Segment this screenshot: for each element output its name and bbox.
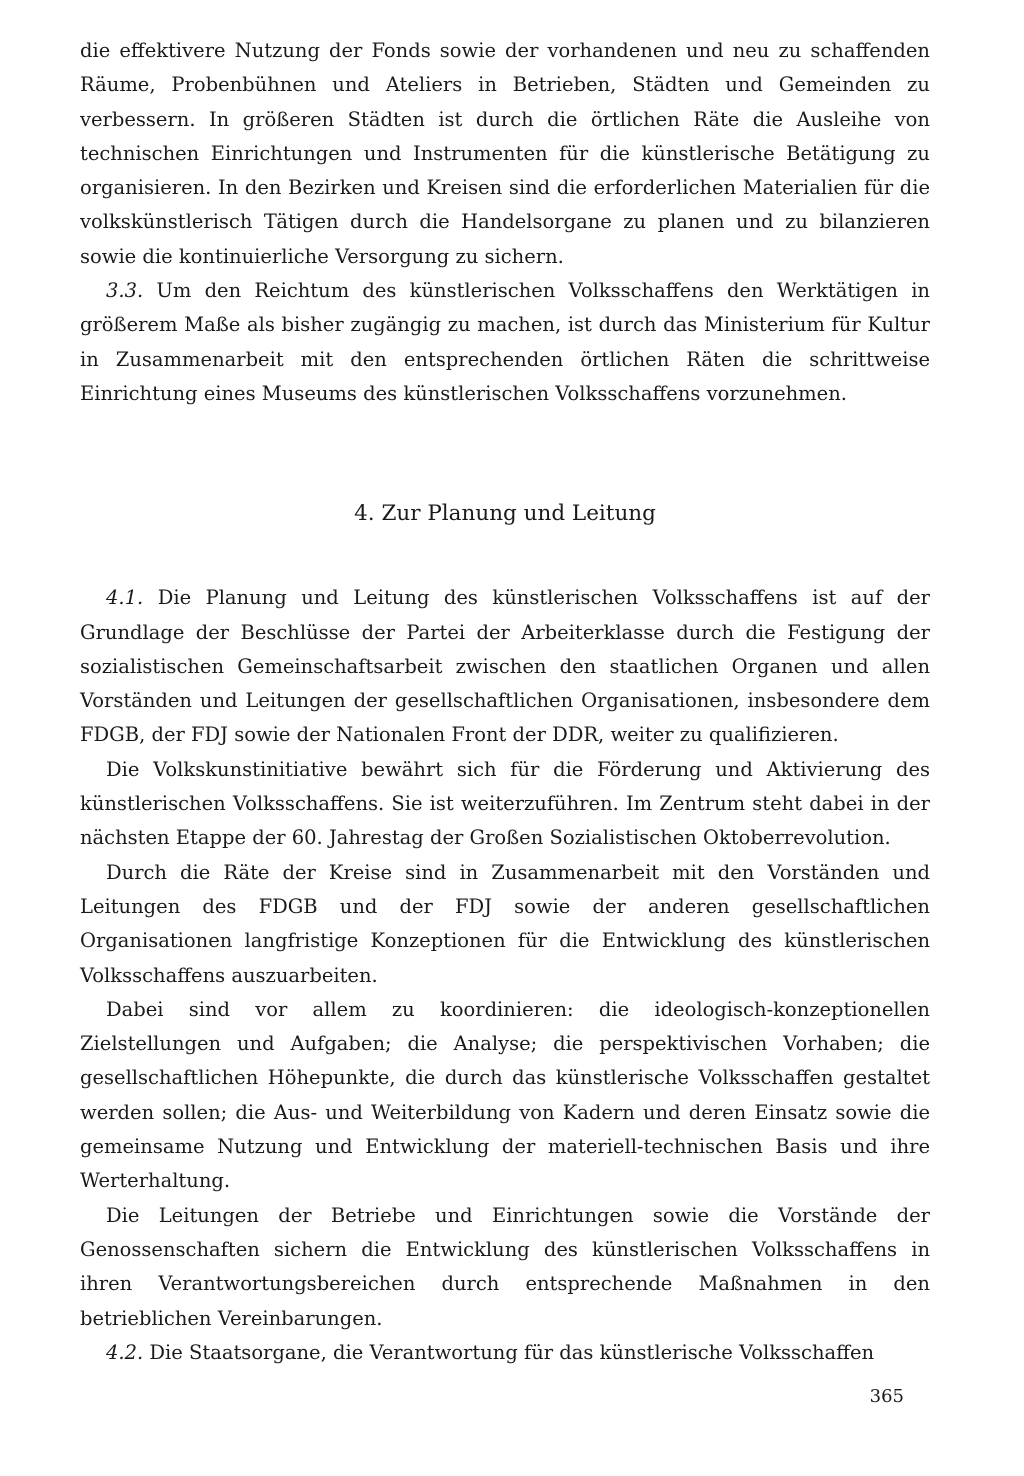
paragraph-4-1 [80,581,930,752]
section-heading: 4. Zur Planung und Leitung [354,501,656,527]
paragraph-4-2 [80,1336,930,1370]
paragraph-continued [80,34,930,274]
paragraph-text: Die Staatsorgane, die Verantwortung für das künstlerische Volksschaffen [143,1340,875,1364]
paragraph-3-3 [80,274,930,411]
paragraph-raete-der-kreise [80,856,930,993]
paragraph-text: Die Volkskunstinitiative bewährt sich für die Förderung und Aktivierung des künstlerischen Volksschaffens. Sie ist weiterzuführen. Im Zentrum steht dabei in der nächsten Etappe der 60. Jahrestag der Großen Sozialistischen Oktoberrevolution. [80,757,930,850]
paragraph-leitungen-betriebe [80,1199,930,1336]
section-number: 3.3. [106,279,144,303]
paragraph-text: Dabei sind vor allem zu koordinieren: die ideologisch-konzeptionellen Zielstellungen und Aufgaben; die Analyse; die perspektivischen Vorhaben; die gesellschaftlichen Höhepunkte, die durch das künstlerische Volksschaffen gestaltet werden sollen; die Aus- und Weiterbildung von Kadern und deren Einsatz sowie die gemeinsame Nutzung und Entwicklung der materiell-technischen Basis und ihre Werterhaltung. [80,997,930,1193]
paragraph-text: Die Leitungen der Betriebe und Einrichtungen sowie die Vorstände der Genossenschaften sichern die Entwicklung des künstlerischen Volksschaffens in ihren Verantwortungsbereichen durch entsprechende Maßnahmen in den betrieblichen Vereinbarungen. [80,1203,930,1330]
paragraph-volkskunstinitiative [80,753,930,856]
section-number: 4.2. [106,1340,144,1364]
paragraph-koordinieren [80,993,930,1199]
paragraph-text: die effektivere Nutzung der Fonds sowie der vorhandenen und neu zu schaffenden Räume, Probenbühnen und Ateliers in Betrieben, Städten und Gemeinden zu verbessern. In größeren Städten ist durch die örtlichen Räte die Ausleihe von technischen Einrichtungen und Instrumenten für die künstlerische Betätigung zu organisieren. In den Bezirken und Kreisen sind die erforderlichen Materialien für die volkskünstlerisch Tätigen durch die Handelsorgane zu planen und zu bilanzieren sowie die kontinuierliche Versorgung zu sichern. [80,39,930,268]
paragraph-text: Durch die Räte der Kreise sind in Zusammenarbeit mit den Vorständen und Leitungen des FDGB und der FDJ sowie der anderen gesellschaftlichen Organisationen langfristige Konzeptionen für die Entwicklung des künstlerischen Volksschaffens auszuarbeiten. [80,860,930,987]
section-number: 4.1. [106,586,144,610]
document-page [80,34,930,1370]
paragraph-text: Um den Reichtum des künstlerischen Volksschaffens den Werktätigen in größerem Maße als bisher zugängig zu machen, ist durch das Ministerium für Kultur in Zusammenarbeit mit den entsprechenden örtlichen Räten die schrittweise Einrichtung eines Museums des künstlerischen Volksschaffens vorzunehmen. [80,279,930,405]
paragraph-text: Die Planung und Leitung des künstlerischen Volksschaffens ist auf der Grundlage der Beschlüsse der Partei der Arbeiterklasse durch die Festigung der sozialistischen Gemeinschaftsarbeit zwischen den staatlichen Organen und allen Vorständen und Leitungen der gesellschaftlichen Organisationen, insbesondere dem FDGB, der FDJ sowie der Nationalen Front der DDR, weiter zu qualifizieren. [80,586,930,747]
page-number: 365 [869,1386,904,1407]
